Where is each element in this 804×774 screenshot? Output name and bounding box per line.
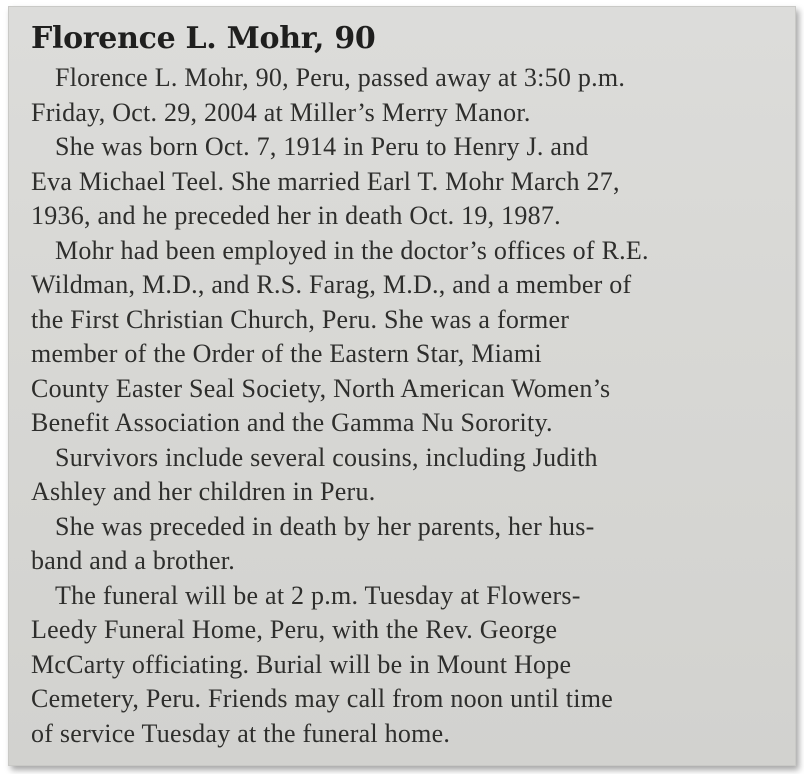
text-line: member of the Order of the Eastern Star, Miami: [31, 339, 542, 368]
text-line: 1936, and he preceded her in death Oct. 19, 1987.: [31, 201, 561, 230]
text-line: Mohr had been employed in the doctor’s offices of R.E.: [55, 235, 649, 265]
paragraph-survivors: [31, 441, 791, 510]
text-line: of service Tuesday at the funeral home.: [31, 718, 451, 748]
text-line: Cemetery, Peru. Friends may call from noon until time: [31, 684, 613, 713]
obituary-clipping: [31, 21, 791, 751]
text-line: Florence L. Mohr, 90, Peru, passed away at 3:50 p.m.: [55, 63, 626, 92]
text-line: The funeral will be at 2 p.m. Tuesday at Flowers-: [55, 580, 581, 610]
text-line: band and a brother.: [31, 546, 236, 575]
text-line: McCarty officiating. Burial will be in Mount Hope: [31, 649, 572, 679]
text-line: Survivors include several cousins, including Judith: [55, 442, 598, 472]
text-line: She was born Oct. 7, 1914 in Peru to Henry J. and: [55, 132, 589, 161]
text-line: Benefit Association and the Gamma Nu Sorority.: [31, 408, 553, 437]
clipping-frame: [8, 6, 796, 766]
text-line: Wildman, M.D., and R.S. Farag, M.D., and a member of: [31, 270, 632, 299]
paragraph-birth-marriage: [31, 130, 791, 234]
obituary-headline: Florence L. Mohr, 90: [31, 21, 376, 56]
paragraph-employment: [31, 234, 791, 441]
paragraph-funeral: [31, 579, 791, 752]
text-line: Ashley and her children in Peru.: [31, 477, 376, 506]
text-line: the First Christian Church, Peru. She was a former: [31, 304, 570, 334]
text-line: Leedy Funeral Home, Peru, with the Rev. George: [31, 615, 558, 644]
paragraph-preceded: [31, 510, 791, 579]
text-line: Eva Michael Teel. She married Earl T. Mohr March 27,: [31, 166, 620, 196]
paragraph-death-notice: [31, 61, 791, 130]
text-line: Friday, Oct. 29, 2004 at Miller’s Merry Manor.: [31, 97, 531, 127]
text-line: County Easter Seal Society, North American Women’s: [31, 373, 611, 403]
text-line: She was preceded in death by her parents, her hus-: [55, 511, 595, 541]
